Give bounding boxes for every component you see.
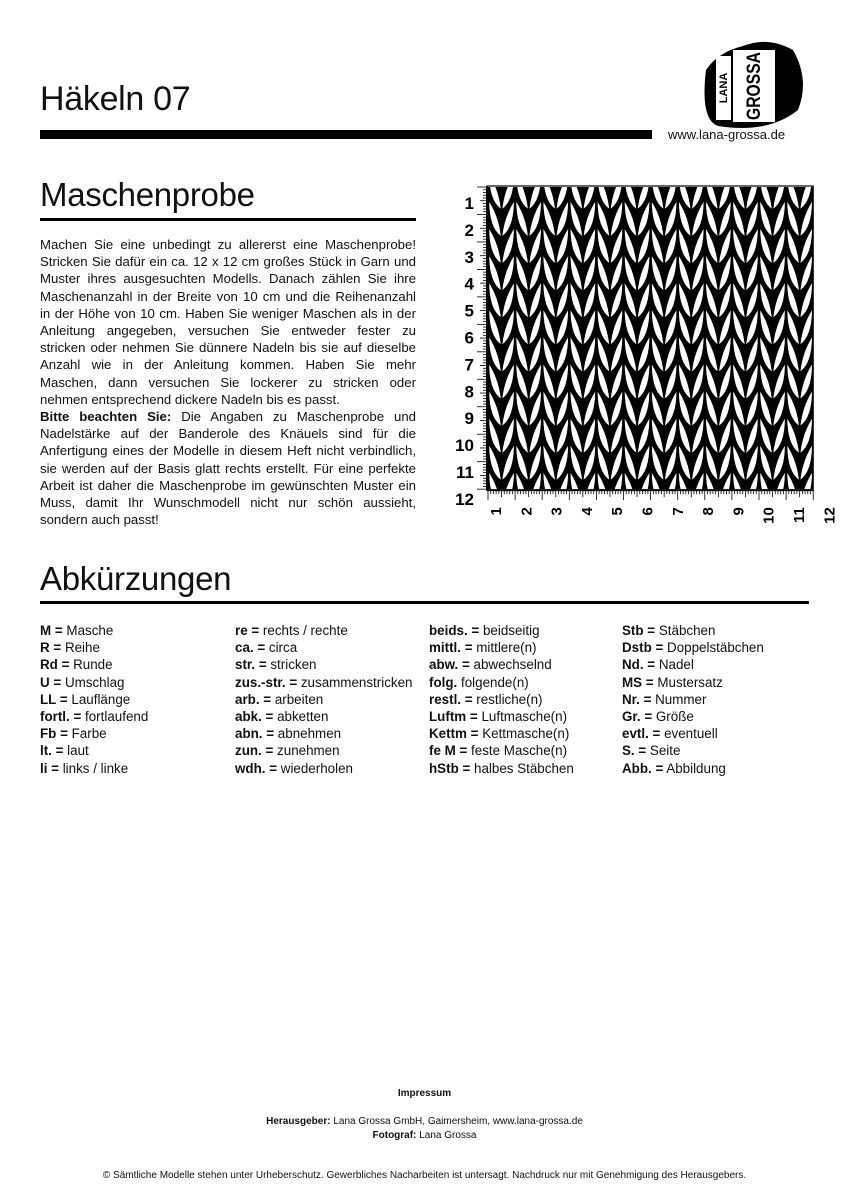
abbr-meaning: rechts / rechte (259, 623, 348, 638)
abbr-term: Nd. = (622, 657, 656, 673)
abbr-meaning: stricken (266, 657, 317, 673)
abbr-item (40, 622, 148, 639)
abbr-item (429, 656, 574, 673)
ruler-row-label: 2 (464, 220, 474, 240)
abbr-item (429, 760, 574, 777)
ruler-row-label: 7 (464, 355, 474, 375)
maschenprobe-rule (40, 218, 416, 221)
abbr-term: Luftm = (429, 709, 478, 725)
abkuerzungen-heading: Abkürzungen (40, 560, 232, 597)
abbr-item (40, 639, 148, 656)
abbr-term: Gr. = (622, 709, 653, 725)
abbr-term: fe M = (429, 743, 468, 759)
abbr-term: abw. = (429, 657, 470, 673)
abbr-item (40, 691, 148, 708)
photographer-label: Fotograf: (372, 1130, 417, 1141)
ruler-col-label: 4 (578, 507, 596, 516)
ruler-row-label: 12 (455, 489, 474, 509)
abbr-item (235, 691, 413, 708)
ruler-row-label: 1 (464, 194, 474, 213)
ruler-col-label: 1 (488, 507, 505, 516)
abbr-item (235, 742, 413, 759)
knit-stitch-pattern (488, 175, 813, 539)
abbr-term: restl. = (429, 691, 473, 707)
abbr-term: hStb = (429, 760, 471, 776)
abbr-meaning: fortlaufend (81, 709, 149, 725)
abbr-term: M = (40, 623, 63, 638)
abbr-item (235, 656, 413, 673)
abbr-meaning: Umschlag (61, 674, 125, 690)
abkuerzungen-rule (40, 601, 809, 604)
abbr-meaning: restliche(n) (472, 691, 543, 707)
abbr-meaning: folgende(n) (457, 674, 529, 690)
publisher-label: Herausgeber: (266, 1116, 331, 1127)
abbr-item (622, 725, 764, 742)
abbr-term: lt. = (40, 743, 64, 759)
abbr-meaning: links / linke (58, 760, 129, 776)
abbr-item (235, 760, 413, 777)
abbr-column-2 (235, 622, 413, 777)
abbr-meaning: arbeiten (271, 691, 324, 707)
abbr-item (429, 674, 574, 691)
abbr-item (429, 639, 574, 656)
abbr-term: abn. = (235, 726, 275, 742)
abbr-term: fortl. = (40, 709, 82, 725)
abbr-column-4 (622, 622, 764, 777)
abbr-term: Fb = (40, 726, 68, 742)
abbr-meaning: laut (63, 743, 89, 759)
abbr-term: U = (40, 674, 62, 690)
abbr-column-3 (429, 622, 574, 777)
ruler-col-label: 12 (821, 507, 839, 524)
abbr-item (235, 622, 413, 639)
abbr-term: re = (235, 623, 260, 638)
abbr-term: MS = (622, 674, 654, 690)
ruler-col-label: 9 (730, 507, 748, 516)
abbr-meaning: Nadel (655, 657, 694, 673)
maschenprobe-paragraph: Machen Sie eine unbedingt zu allererst eine Maschenprobe! Stricken Sie dafür ein ca. 12 x 12 cm großes Stück in Garn und Muster ihres ausgesuchten Modells. Danach zählen Sie ihre Maschenanzahl in der Breite von 10 cm und die Reihenanzahl in der Höhe von 10 cm. Haben Sie weniger Maschen als in der Anleitung angegeben, versuchen Sie entweder fester zu stricken oder nehmen Sie dünnere Nadeln bis sie auf dieselbe Anzahl wie in der Anleitung kommen. Haben Sie mehr Maschen, dann versuchen Sie lockerer zu stricken oder nehmen entsprechend dickere Nadeln bis es passt. (40, 237, 416, 407)
abbr-term: wdh. = (235, 760, 278, 776)
ruler-col-label: 8 (700, 507, 718, 516)
abbr-term: mittl. = (429, 640, 473, 656)
abbr-meaning: abnehmen (274, 726, 342, 742)
abbr-meaning: Doppelstäbchen (663, 640, 764, 656)
abbr-item (622, 708, 764, 725)
abbr-meaning: zunehmen (273, 743, 340, 759)
abbr-item (429, 708, 574, 725)
abbr-meaning: zusammenstricken (297, 674, 413, 690)
abbr-term: R = (40, 640, 62, 656)
ruler-col-label: 3 (548, 507, 566, 516)
abbr-item (40, 742, 148, 759)
abbr-meaning: Mustersatz (653, 674, 723, 690)
photographer-line (0, 1130, 849, 1141)
abbr-meaning: Kettmasche(n) (478, 726, 570, 742)
abbr-meaning: beidseitig (479, 623, 540, 638)
abbr-item (40, 674, 148, 691)
abbr-item (622, 742, 764, 759)
ruler-col-label: 11 (791, 507, 808, 524)
abbr-term: beids. = (429, 623, 480, 638)
abbr-meaning: feste Masche(n) (467, 743, 568, 759)
abbr-term: Kettm = (429, 726, 479, 742)
ruler-col-label: 2 (518, 507, 536, 516)
abbr-meaning: eventuell (660, 726, 718, 742)
abbr-term: Dstb = (622, 640, 664, 656)
abbr-item (40, 708, 148, 725)
abbr-meaning: mittlere(n) (472, 640, 537, 656)
abbr-item (235, 639, 413, 656)
abbr-term: str. = (235, 657, 267, 673)
page-title: Häkeln 07 (40, 80, 191, 118)
abbr-term: evtl. = (622, 726, 661, 742)
abbr-term: folg. (429, 674, 458, 690)
maschenprobe-text (40, 236, 416, 528)
abbr-column-1 (40, 622, 148, 777)
abbr-item (622, 674, 764, 691)
abbr-term: arb. = (235, 691, 272, 707)
ruler-col-label: 6 (639, 507, 657, 516)
abbr-meaning: wiederholen (277, 760, 353, 776)
abbr-meaning: Reihe (61, 640, 100, 656)
maschenprobe-heading: Maschenprobe (40, 176, 255, 213)
abbr-meaning: Nummer (651, 691, 707, 707)
abbr-meaning: Größe (652, 709, 694, 725)
abbr-term: ca. = (235, 640, 266, 656)
impressum-title: Impressum (397, 1088, 452, 1099)
abbr-item (622, 691, 764, 708)
abbr-item (235, 725, 413, 742)
ruler-row-label: 5 (464, 301, 474, 321)
abbr-meaning: Seite (646, 743, 681, 759)
abbr-meaning: abketten (273, 709, 329, 725)
ruler-row-label: 4 (464, 274, 474, 294)
abbr-meaning: halbes Stäbchen (470, 760, 574, 776)
abbr-meaning: Luftmasche(n) (477, 709, 568, 725)
abbr-term: Abb. = (622, 760, 664, 776)
abbr-meaning: circa (265, 640, 298, 656)
abbr-item (429, 742, 574, 759)
ruler-row-label: 10 (455, 436, 474, 456)
abbr-meaning: Farbe (67, 726, 107, 742)
abbr-term: Nr. = (622, 691, 652, 707)
logo-text-grossa: GROSSA (744, 37, 765, 120)
abbr-term: zus.-str. = (235, 674, 298, 690)
abbr-item (429, 622, 574, 639)
header-rule (40, 130, 652, 139)
abbr-term: Stb = (622, 623, 656, 638)
abbr-item (622, 639, 764, 656)
ruler-row-label: 6 (464, 328, 474, 348)
note-label: Bitte beachten Sie: (40, 409, 172, 425)
abbr-term: Rd = (40, 657, 70, 673)
ruler-col-label: 10 (760, 507, 778, 524)
gauge-ruler-chart (448, 180, 839, 526)
ruler-row-label: 8 (464, 382, 474, 402)
abbr-item (40, 760, 148, 777)
abbr-meaning: Stäbchen (655, 623, 716, 638)
abbr-term: li = (40, 760, 59, 776)
logo-text-lana: LANA (718, 72, 730, 104)
abbr-term: zun. = (235, 743, 274, 759)
abbr-item (429, 691, 574, 708)
ruler-row-label: 3 (464, 247, 474, 267)
abbr-item (622, 656, 764, 673)
abbr-item (429, 725, 574, 742)
abbr-item (40, 656, 148, 673)
note-text: Die Angaben zu Maschenprobe und Nadelstärke auf der Banderole des Knäuels sind für die Anfertigung eines der Modelle in diesem Heft nicht verbindlich, sie werden auf der Basis glatt rechts erstellt. Für eine perfekte Arbeit ist daher die Maschenprobe im gewünschten Muster ein Muss, damit Ihr Wunschmodell nicht nur schön aussieht, sondern auch passt! (40, 409, 416, 528)
abbr-term: LL = (40, 691, 68, 707)
abbr-item (235, 708, 413, 725)
abbr-item (622, 760, 764, 777)
website-link[interactable]: www.lana-grossa.de (668, 127, 786, 142)
publisher-text: Lana Grossa GmbH, Gaimersheim, www.lana-grossa.de (330, 1116, 583, 1127)
abbr-meaning: abwechselnd (469, 657, 552, 673)
abbr-meaning: Masche (62, 623, 114, 638)
abbr-item (622, 622, 764, 639)
ruler-col-label: 5 (609, 507, 627, 516)
abbr-meaning: Abbildung (663, 760, 726, 776)
abbr-term: S. = (622, 743, 647, 759)
abbr-item (40, 725, 148, 742)
stitch-background (488, 187, 813, 489)
ruler-row-label: 11 (456, 463, 474, 482)
publisher-line (0, 1116, 849, 1127)
abbr-meaning: Runde (69, 657, 113, 673)
lana-grossa-logo (698, 37, 808, 128)
abbr-meaning: Lauflänge (67, 691, 131, 707)
ruler-col-label: 7 (669, 507, 687, 516)
abbr-term: abk. = (235, 709, 274, 725)
copyright-notice: © Sämtliche Modelle stehen unter Urheberschutz. Gewerbliches Nacharbeiten ist untersagt. Nachdruck nur mit Genehmigung des Herausgebers. (102, 1170, 747, 1181)
ruler-row-label: 9 (464, 409, 474, 429)
photographer-text: Lana Grossa (416, 1130, 477, 1141)
abbr-item (235, 674, 413, 691)
